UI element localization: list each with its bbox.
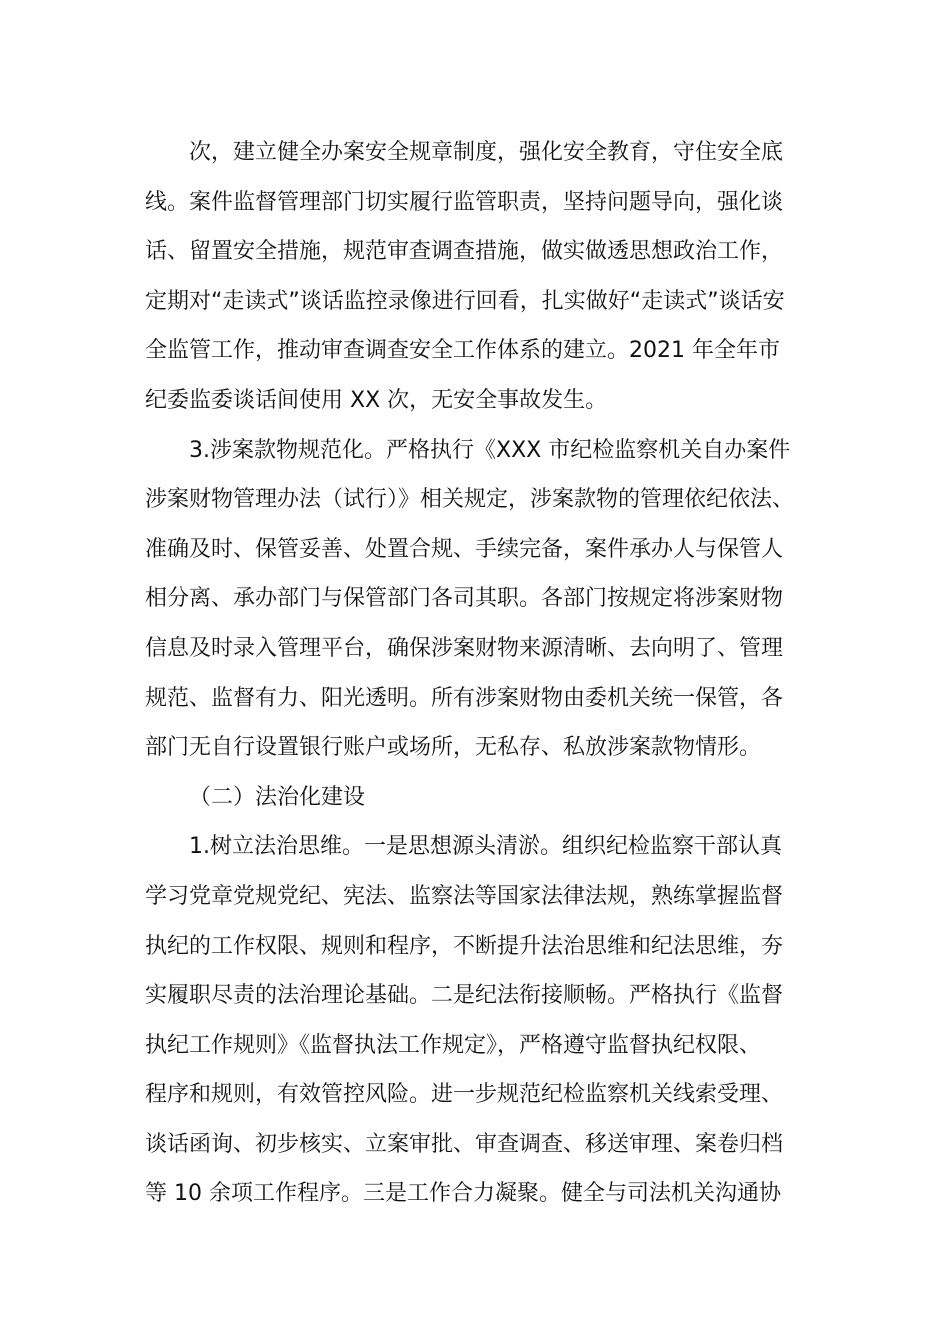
section-heading: （二）法治化建设 (189, 784, 366, 810)
text-line: 准确及时、保管妥善、处置合规、手续完备，案件承办人与保管人 (145, 536, 784, 562)
text-line: 纪委监委谈话间使用 XX 次，无安全事故发生。 (145, 387, 608, 413)
text-line: 谈话函询、初步核实、立案审批、审查调查、移送审理、案卷归档 (145, 1131, 784, 1157)
text-line: 信息及时录入管理平台，确保涉案财物来源清晰、去向明了、管理 (145, 635, 784, 661)
text-line: 3.涉案款物规范化。严格执行《XXX 市纪检监察机关自办案件 (189, 437, 791, 463)
text-line: 规范、监督有力、阳光透明。所有涉案财物由委机关统一保管，各 (145, 685, 784, 711)
text-line: 话、留置安全措施，规范审查调查措施，做实做透思想政治工作， (145, 239, 784, 265)
text-line: 等 10 余项工作程序。三是工作合力凝聚。健全与司法机关沟通协 (145, 1181, 781, 1207)
body-text (145, 128, 825, 1219)
text-line: 次，建立健全办案安全规章制度，强化安全教育，守住安全底 (189, 140, 784, 165)
text-line: 部门无自行设置银行账户或场所，无私存、私放涉案款物情形。 (145, 735, 762, 761)
text-line: 1.树立法治思维。一是思想源头清淤。组织纪检监察干部认真 (189, 834, 782, 860)
text-line: 线。案件监督管理部门切实履行监管职责，坚持问题导向，强化谈 (145, 189, 784, 215)
text-line: 执纪工作规则》《监督执法工作规定》，严格遵守监督执纪权限、 (145, 1032, 762, 1058)
text-line: 涉案财物管理办法（试行）》相关规定，涉案款物的管理依纪依法、 (145, 487, 795, 513)
text-line: 相分离、承办部门与保管部门各司其职。各部门按规定将涉案财物 (145, 586, 784, 612)
text-line: 学习党章党规党纪、宪法、监察法等国家法律法规，熟练掌握监督 (145, 883, 784, 909)
text-line: 执纪的工作权限、规则和程序，不断提升法治思维和纪法思维，夯 (145, 933, 784, 959)
text-line: 全监管工作，推动审查调查安全工作体系的建立。2021 年全年市 (145, 338, 780, 364)
text-line: 定期对“走读式”谈话监控录像进行回看，扎实做好“走读式”谈话安 (145, 288, 785, 314)
text-line: 实履职尽责的法治理论基础。二是纪法衔接顺畅。严格执行《监督 (145, 983, 784, 1009)
text-line: 程序和规则，有效管控风险。进一步规范纪检监察机关线索受理、 (145, 1082, 784, 1108)
